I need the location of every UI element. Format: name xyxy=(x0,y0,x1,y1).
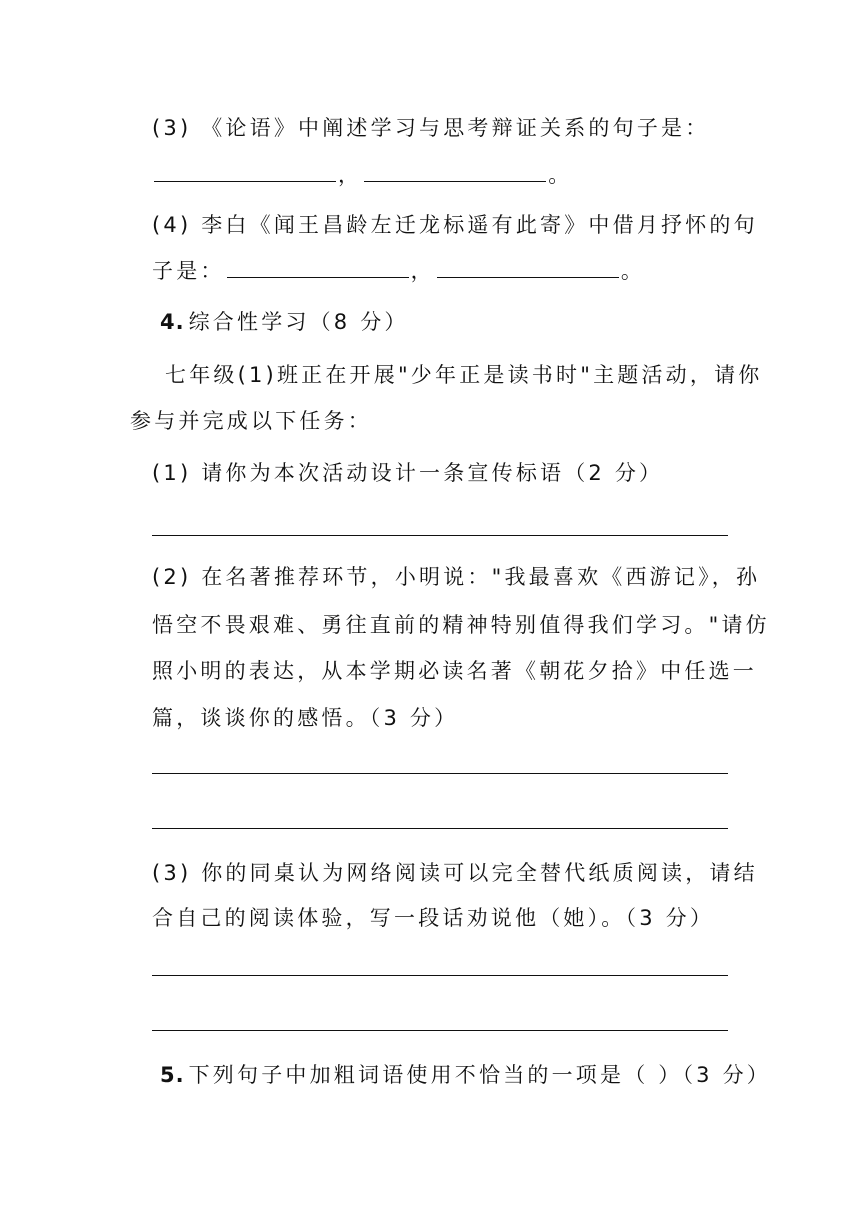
section-4-intro-line2: 参与并完成以下任务： xyxy=(130,409,372,433)
end-mark: 。 xyxy=(548,163,573,187)
separator: ， xyxy=(338,163,363,187)
task-3-line2: 合自己的阅读体验，写一段话劝说他（她）。（3 分） xyxy=(152,906,715,930)
end-mark: 。 xyxy=(620,259,646,283)
question-3-prompt: (3) 《论语》中阐述学习与思考辩证关系的句子是： xyxy=(152,116,710,140)
task-2-line1: (2) 在名著推荐环节，小明说："我最喜欢《西游记》，孙 xyxy=(152,565,761,589)
task-1-prompt: (1) 请你为本次活动设计一条宣传标语（2 分） xyxy=(152,461,664,485)
section-number: 5. xyxy=(160,1063,185,1087)
task-3-line1: (3) 你的同桌认为网络阅读可以完全替代纸质阅读，请结 xyxy=(152,861,758,885)
section-title: 综合性学习（8 分） xyxy=(188,310,409,334)
section-prompt: 下列句子中加粗词语使用不恰当的一项是（ ）（3 分） xyxy=(188,1063,772,1087)
answer-blank[interactable] xyxy=(154,163,336,182)
question-4-prompt-line2: 子是： xyxy=(152,259,225,283)
task-2-line4: 篇，谈谈你的感悟。（3 分） xyxy=(152,706,459,730)
question-4-prompt-line1: (4) 李白《闻王昌龄左迁龙标遥有此寄》中借月抒怀的句 xyxy=(152,213,758,237)
task-2-line2: 悟空不畏艰难、勇往直前的精神特别值得我们学习。"请仿 xyxy=(152,613,770,637)
answer-rule[interactable] xyxy=(152,1030,728,1031)
answer-blank[interactable] xyxy=(227,259,409,278)
answer-rule[interactable] xyxy=(152,975,728,976)
answer-rule[interactable] xyxy=(152,535,728,536)
answer-rule[interactable] xyxy=(152,828,728,829)
question-4-answer-line xyxy=(152,256,645,286)
section-number: 4. xyxy=(160,310,185,334)
section-4-heading xyxy=(160,307,409,337)
task-2-line3: 照小明的表达，从本学期必读名著《朝花夕拾》中任选一 xyxy=(152,659,757,683)
answer-rule[interactable] xyxy=(152,773,728,774)
answer-blank[interactable] xyxy=(364,163,546,182)
question-3-answer-line xyxy=(152,160,572,190)
answer-blank[interactable] xyxy=(437,259,619,278)
separator: ， xyxy=(410,259,435,283)
section-4-intro-line1: 七年级(1)班正在开展"少年正是读书时"主题活动，请你 xyxy=(165,363,763,387)
section-5-heading xyxy=(160,1060,771,1090)
